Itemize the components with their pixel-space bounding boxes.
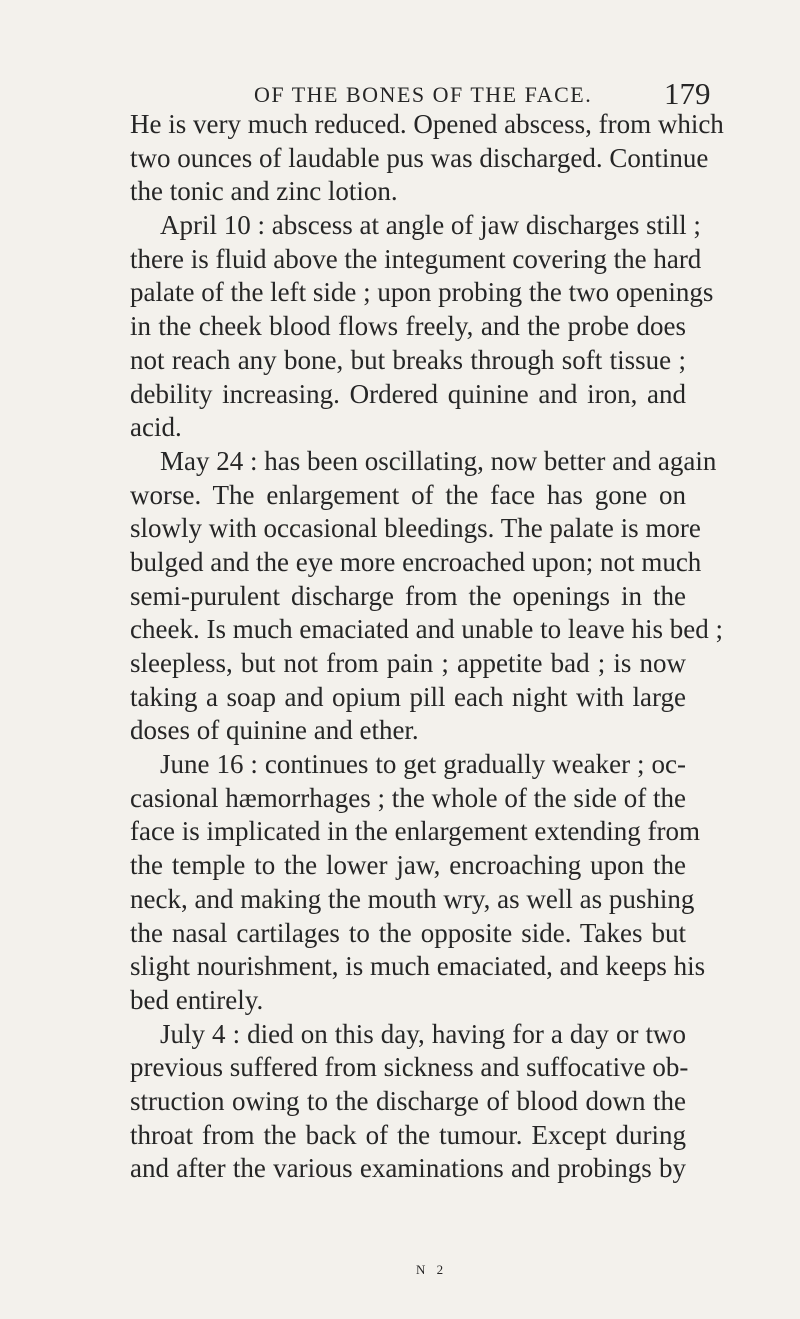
text-line: doses of quinine and ether.	[130, 715, 419, 746]
text-line: in the cheek blood flows freely, and the probe does	[130, 311, 686, 342]
text-line: struction owing to the discharge of blood down the	[130, 1085, 686, 1116]
running-title: OF THE BONES OF THE FACE.	[254, 82, 593, 107]
text-line: acid.	[130, 412, 182, 443]
text-line: face is implicated in the enlargement extending from	[130, 816, 701, 847]
text-line: casional hæmorrhages ; the whole of the side of the	[130, 782, 686, 813]
text-line: debility increasing. Ordered quinine and iron, and	[130, 378, 686, 409]
text-line: two ounces of laudable pus was discharged. Continue	[130, 142, 709, 173]
text-line: palate of the left side ; upon probing the two openings	[130, 277, 714, 308]
text-line: not reach any bone, but breaks through soft tissue ;	[130, 344, 686, 375]
text-line: He is very much reduced. Opened abscess, from which	[130, 109, 724, 139]
text-line: previous suffered from sickness and suffocative ob-	[130, 1052, 689, 1083]
text-line: the tonic and zinc lotion.	[130, 176, 398, 207]
text-line: slowly with occasional bleedings. The palate is more	[130, 513, 701, 544]
text-line: cheek. Is much emaciated and unable to leave his bed ;	[130, 614, 724, 645]
text-line: taking a soap and opium pill each night with large	[130, 681, 686, 712]
page-number: 179	[664, 76, 711, 111]
text-line: there is fluid above the integument covering the hard	[130, 243, 702, 274]
text-line: worse. The enlargement of the face has gone on	[130, 479, 686, 510]
text-line: May 24 : has been oscillating, now better and again	[160, 445, 717, 476]
text-line: and after the various examinations and probings by	[130, 1153, 686, 1184]
text-line: slight nourishment, is much emaciated, and keeps his	[130, 951, 706, 982]
text-line: bed entirely.	[130, 984, 264, 1015]
text-line: the nasal cartilages to the opposite side. Takes but	[130, 917, 686, 948]
text-line: throat from the back of the tumour. Except during	[130, 1119, 686, 1150]
text-line: sleepless, but not from pain ; appetite bad ; is now	[130, 648, 686, 678]
text-line: April 10 : abscess at angle of jaw discharges still ;	[160, 210, 701, 241]
text-line: neck, and making the mouth wry, as well as pushing	[130, 883, 695, 914]
text-line: June 16 : continues to get gradually weaker ; oc-	[160, 749, 686, 780]
text-line: semi-purulent discharge from the openings in the	[130, 580, 686, 611]
text-line: the temple to the lower jaw, encroaching upon the	[130, 850, 686, 881]
signature-mark: N 2	[416, 1262, 448, 1277]
text-line: July 4 : died on this day, having for a day or two	[160, 1018, 686, 1049]
text-line: bulged and the eye more encroached upon; not much	[130, 546, 702, 577]
body-text	[130, 108, 724, 1186]
